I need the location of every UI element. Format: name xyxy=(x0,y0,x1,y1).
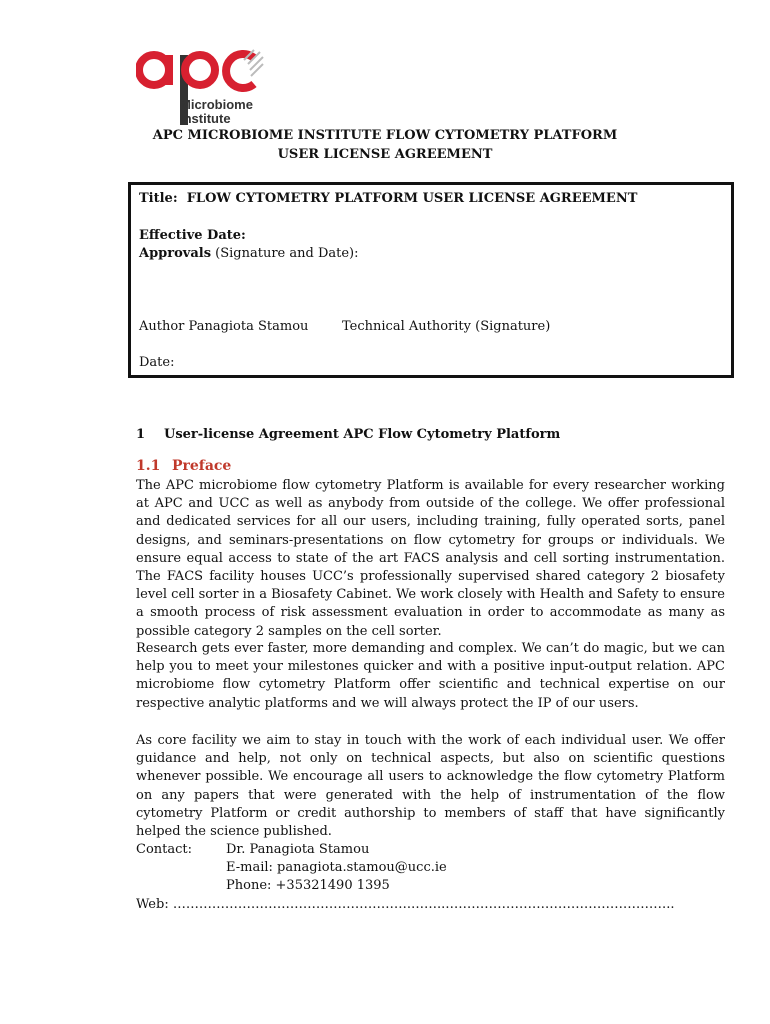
section-1-1-number: 1.1 xyxy=(136,458,161,474)
technical-authority-signature: Technical Authority (Signature) xyxy=(342,319,551,334)
contact-email: E-mail: panagiota.stamou@ucc.ie xyxy=(226,860,447,875)
contact-web: Web: ……………………………………………….……..…………………………………………….. xyxy=(136,897,675,912)
box-title-value: FLOW CYTOMETRY PLATFORM USER LICENSE AGREEMENT xyxy=(186,191,638,206)
section-1-1-title: Preface xyxy=(172,458,232,474)
section-1-heading xyxy=(136,427,560,442)
section-1-1-heading xyxy=(136,458,231,474)
paragraph-preface-1: The APC microbiome flow cytometry Platform is available for every researcher working at APC and UCC as well as anybody from outside of the college. We offer professional and dedicated services for all our users, including training, fully operated sorts, panel designs, and seminars-presentations on flow cytometry for groups or individuals. We ensure equal access to state of the art FACS analysis and cell sorting instrumentation. The FACS facility houses UCC’s professionally supervised shared category 2 biosafety level cell sorter in a Biosafety Cabinet. We work closely with Health and Safety to ensure a smooth process of risk assessment evaluation in order to accommodate as many as possible category 2 samples on the cell sorter. xyxy=(136,478,725,639)
contact-phone: Phone: +35321490 1395 xyxy=(226,878,390,893)
paragraph-preface-2: Research gets ever faster, more demanding and complex. We can’t do magic, but we can help you to meet your milestones quicker and with a positive input-output relation. APC microbiome flow cytometry Platform offer scientific and technical expertise on our respective analytic platforms and we will always protect the IP of our users. xyxy=(136,641,725,711)
section-1-number: 1 xyxy=(136,427,146,442)
apc-logo xyxy=(136,48,266,128)
author-signature: Author Panagiota Stamou xyxy=(139,319,309,334)
approval-box xyxy=(128,182,734,378)
document-title-line1: APC MICROBIOME INSTITUTE FLOW CYTOMETRY PLATFORM xyxy=(152,128,618,143)
logo-text-institute: Institute xyxy=(180,111,231,126)
approvals-row xyxy=(139,246,359,261)
box-title-row xyxy=(139,191,637,206)
contact-row xyxy=(136,841,369,859)
effective-date-label: Effective Date: xyxy=(139,228,246,243)
logo-text-microbiome: Microbiome xyxy=(180,97,253,112)
section-1-title: User-license Agreement APC Flow Cytometry Platform xyxy=(164,427,561,442)
contact-name: Dr. Panagiota Stamou xyxy=(226,842,370,857)
box-date-label: Date: xyxy=(139,355,175,370)
box-title-label: Title: xyxy=(139,191,178,206)
approvals-label: Approvals xyxy=(139,246,212,261)
document-title-line2: USER LICENSE AGREEMENT xyxy=(277,147,493,162)
approvals-rest: (Signature and Date): xyxy=(211,246,359,261)
paragraph-preface-3: As core facility we aim to stay in touch with the work of each individual user. We offer guidance and help, not only on technical aspects, but also on scientific questions whenever possible. We encourage all users to acknowledge the flow cytometry Platform on any papers that were generated with the help of instrumentation of the flow cytometry Platform or credit authorship to members of staff that have significantly helped the science published. xyxy=(136,733,725,840)
contact-label: Contact: xyxy=(136,842,193,857)
